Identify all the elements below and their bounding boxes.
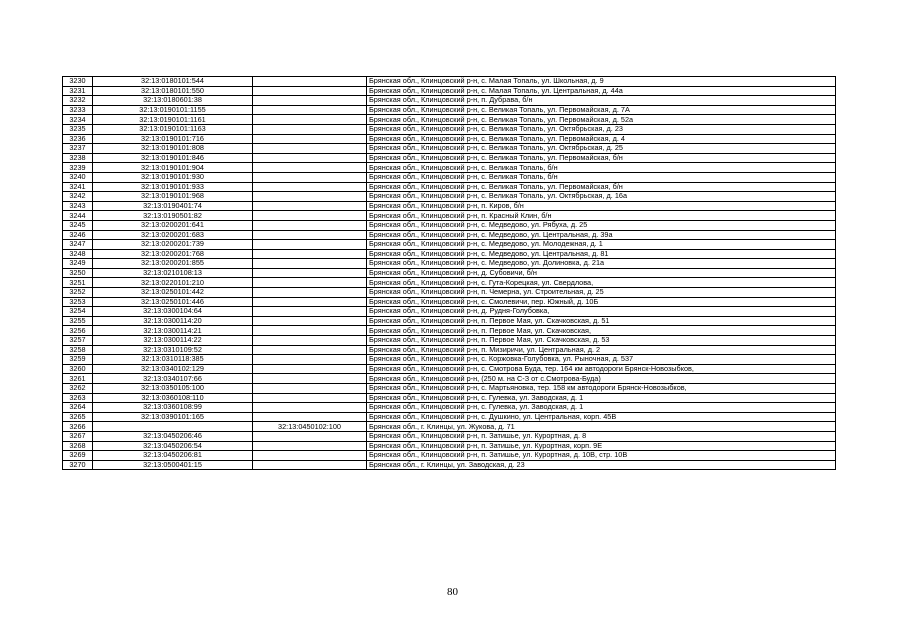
cadastral-number-cell: 32:13:0190101:968 xyxy=(93,192,253,202)
row-number-cell: 3249 xyxy=(63,259,93,269)
table-row xyxy=(63,307,836,317)
table-row xyxy=(63,364,836,374)
cadastral-number-alt-cell xyxy=(253,345,367,355)
row-number-cell: 3241 xyxy=(63,182,93,192)
row-number-cell: 3239 xyxy=(63,163,93,173)
cadastral-number-alt-cell xyxy=(253,172,367,182)
row-number-cell: 3251 xyxy=(63,278,93,288)
cadastral-number-cell: 32:13:0190101:930 xyxy=(93,172,253,182)
address-cell: Брянская обл., г. Клинцы, ул. Жукова, д. 71 xyxy=(367,422,836,432)
cadastral-number-cell: 32:13:0200201:768 xyxy=(93,249,253,259)
table-row xyxy=(63,297,836,307)
table-row xyxy=(63,336,836,346)
row-number-cell: 3252 xyxy=(63,288,93,298)
document-page xyxy=(62,76,836,470)
table-row xyxy=(63,201,836,211)
table-row xyxy=(63,134,836,144)
cadastral-number-alt-cell xyxy=(253,431,367,441)
cadastral-number-cell: 32:13:0190101:933 xyxy=(93,182,253,192)
cadastral-number-alt-cell xyxy=(253,355,367,365)
row-number-cell: 3248 xyxy=(63,249,93,259)
row-number-cell: 3232 xyxy=(63,96,93,106)
cadastral-number-cell: 32:13:0180601:38 xyxy=(93,96,253,106)
cadastral-number-cell: 32:13:0210108:13 xyxy=(93,268,253,278)
cadastral-number-cell: 32:13:0190501:82 xyxy=(93,211,253,221)
cadastral-number-alt-cell xyxy=(253,182,367,192)
table-row xyxy=(63,451,836,461)
cadastral-number-alt-cell xyxy=(253,240,367,250)
cadastral-number-cell: 32:13:0390101:165 xyxy=(93,412,253,422)
table-row xyxy=(63,144,836,154)
cadastral-number-cell: 32:13:0180101:544 xyxy=(93,77,253,87)
cadastral-number-alt-cell xyxy=(253,230,367,240)
table-row xyxy=(63,374,836,384)
row-number-cell: 3253 xyxy=(63,297,93,307)
cadastral-number-alt-cell xyxy=(253,364,367,374)
row-number-cell: 3233 xyxy=(63,105,93,115)
table-row xyxy=(63,192,836,202)
row-number-cell: 3237 xyxy=(63,144,93,154)
cadastral-number-cell: 32:13:0360108:110 xyxy=(93,393,253,403)
address-cell: Брянская обл., Клинцовский р-н, с. Гулевка, ул. Заводская, д. 1 xyxy=(367,393,836,403)
table-row xyxy=(63,220,836,230)
cadastral-number-cell: 32:13:0190101:716 xyxy=(93,134,253,144)
row-number-cell: 3243 xyxy=(63,201,93,211)
address-cell: Брянская обл., Клинцовский р-н, п. Красный Клин, б/н xyxy=(367,211,836,221)
cadastral-number-cell: 32:13:0190401:74 xyxy=(93,201,253,211)
cadastral-number-alt-cell xyxy=(253,460,367,470)
table-row xyxy=(63,172,836,182)
address-cell: Брянская обл., Клинцовский р-н, п. Затишье, ул. Курортная, д. 10В, стр. 10В xyxy=(367,451,836,461)
address-cell: Брянская обл., Клинцовский р-н, с. Медведово, ул. Рябуха, д. 25 xyxy=(367,220,836,230)
row-number-cell: 3268 xyxy=(63,441,93,451)
cadastral-number-alt-cell xyxy=(253,336,367,346)
cadastral-number-alt-cell xyxy=(253,201,367,211)
address-cell: Брянская обл., Клинцовский р-н, с. Гулевка, ул. Заводская, д. 1 xyxy=(367,403,836,413)
address-cell: Брянская обл., Клинцовский р-н, с. Великая Топаль, ул. Первомайская, д. 52а xyxy=(367,115,836,125)
row-number-cell: 3266 xyxy=(63,422,93,432)
table-row xyxy=(63,288,836,298)
cadastral-number-cell: 32:13:0310118:385 xyxy=(93,355,253,365)
cadastral-number-cell: 32:13:0300114:21 xyxy=(93,326,253,336)
cadastral-number-cell: 32:13:0450206:81 xyxy=(93,451,253,461)
cadastral-number-alt-cell xyxy=(253,124,367,134)
address-cell: Брянская обл., Клинцовский р-н, с. Мартьяновка, тер. 158 км автодороги Брянск-Новозыбков, xyxy=(367,384,836,394)
cadastral-number-cell: 32:13:0350105:100 xyxy=(93,384,253,394)
address-cell: Брянская обл., Клинцовский р-н, с. Малая Топаль, ул. Центральная, д. 44а xyxy=(367,86,836,96)
register-table xyxy=(62,76,836,470)
row-number-cell: 3260 xyxy=(63,364,93,374)
cadastral-number-alt-cell xyxy=(253,115,367,125)
cadastral-number-cell: 32:13:0190101:904 xyxy=(93,163,253,173)
address-cell: Брянская обл., Клинцовский р-н, (250 м. на С-З от с.Смотрова-Буда) xyxy=(367,374,836,384)
cadastral-number-cell: 32:13:0250101:442 xyxy=(93,288,253,298)
page-number: 80 xyxy=(447,586,458,598)
row-number-cell: 3257 xyxy=(63,336,93,346)
cadastral-number-alt-cell xyxy=(253,403,367,413)
cadastral-number-cell: 32:13:0180101:550 xyxy=(93,86,253,96)
table-row xyxy=(63,460,836,470)
row-number-cell: 3234 xyxy=(63,115,93,125)
row-number-cell: 3230 xyxy=(63,77,93,87)
cadastral-number-cell: 32:13:0340107:66 xyxy=(93,374,253,384)
address-cell: Брянская обл., Клинцовский р-н, д. Рудня-Голубовка, xyxy=(367,307,836,317)
cadastral-number-cell: 32:13:0200201:641 xyxy=(93,220,253,230)
address-cell: Брянская обл., Клинцовский р-н, с. Малая Топаль, ул. Школьная, д. 9 xyxy=(367,77,836,87)
row-number-cell: 3261 xyxy=(63,374,93,384)
address-cell: Брянская обл., Клинцовский р-н, п. Киров, б/н xyxy=(367,201,836,211)
cadastral-number-cell: 32:13:0200201:739 xyxy=(93,240,253,250)
address-cell: Брянская обл., Клинцовский р-н, с. Великая Топаль, ул. Первомайская, д. 4 xyxy=(367,134,836,144)
cadastral-number-cell: 32:13:0450206:54 xyxy=(93,441,253,451)
table-row xyxy=(63,431,836,441)
row-number-cell: 3246 xyxy=(63,230,93,240)
cadastral-number-alt-cell xyxy=(253,105,367,115)
cadastral-number-alt-cell xyxy=(253,153,367,163)
table-row xyxy=(63,412,836,422)
cadastral-number-cell: 32:13:0300114:22 xyxy=(93,336,253,346)
cadastral-number-cell: 32:13:0450206:46 xyxy=(93,431,253,441)
cadastral-number-cell: 32:13:0310109:52 xyxy=(93,345,253,355)
cadastral-number-alt-cell xyxy=(253,412,367,422)
table-row xyxy=(63,115,836,125)
address-cell: Брянская обл., Клинцовский р-н, с. Медведово, ул. Долиновка, д. 21а xyxy=(367,259,836,269)
cadastral-number-alt-cell xyxy=(253,297,367,307)
cadastral-number-cell: 32:13:0200201:683 xyxy=(93,230,253,240)
address-cell: Брянская обл., Клинцовский р-н, п. Затишье, ул. Курортная, д. 8 xyxy=(367,431,836,441)
address-cell: Брянская обл., Клинцовский р-н, с. Великая Топаль, б/н xyxy=(367,172,836,182)
row-number-cell: 3267 xyxy=(63,431,93,441)
cadastral-number-alt-cell xyxy=(253,393,367,403)
address-cell: Брянская обл., Клинцовский р-н, п. Затишье, ул. Курортная, корп. 9Е xyxy=(367,441,836,451)
table-row xyxy=(63,278,836,288)
cadastral-number-cell: 32:13:0340102:129 xyxy=(93,364,253,374)
cadastral-number-cell: 32:13:0200201:855 xyxy=(93,259,253,269)
address-cell: Брянская обл., Клинцовский р-н, с. Великая Топаль, ул. Первомайская, б/н xyxy=(367,153,836,163)
cadastral-number-alt-cell xyxy=(253,307,367,317)
table-row xyxy=(63,77,836,87)
row-number-cell: 3236 xyxy=(63,134,93,144)
address-cell: Брянская обл., Клинцовский р-н, с. Гута-Корецкая, ул. Свердлова, xyxy=(367,278,836,288)
address-cell: Брянская обл., Клинцовский р-н, с. Великая Топаль, б/н xyxy=(367,163,836,173)
cadastral-number-alt-cell xyxy=(253,441,367,451)
cadastral-number-cell: 32:13:0250101:446 xyxy=(93,297,253,307)
row-number-cell: 3263 xyxy=(63,393,93,403)
cadastral-number-alt-cell xyxy=(253,77,367,87)
row-number-cell: 3265 xyxy=(63,412,93,422)
address-cell: Брянская обл., Клинцовский р-н, с. Великая Топаль, ул. Октябрьская, д. 23 xyxy=(367,124,836,134)
row-number-cell: 3242 xyxy=(63,192,93,202)
address-cell: Брянская обл., Клинцовский р-н, п. Первое Мая, ул. Скачковская, д. 53 xyxy=(367,336,836,346)
address-cell: Брянская обл., Клинцовский р-н, с. Медведово, ул. Центральная, д. 39а xyxy=(367,230,836,240)
cadastral-number-alt-cell xyxy=(253,220,367,230)
cadastral-number-alt-cell xyxy=(253,374,367,384)
cadastral-number-alt-cell xyxy=(253,451,367,461)
address-cell: Брянская обл., Клинцовский р-н, с. Великая Топаль, ул. Первомайская, б/н xyxy=(367,182,836,192)
address-cell: Брянская обл., Клинцовский р-н, с. Душкино, ул. Центральная, корп. 45В xyxy=(367,412,836,422)
table-row xyxy=(63,259,836,269)
cadastral-number-cell: 32:13:0300104:64 xyxy=(93,307,253,317)
cadastral-number-cell: 32:13:0190101:846 xyxy=(93,153,253,163)
address-cell: Брянская обл., Клинцовский р-н, с. Смотрова Буда, тер. 164 км автодороги Брянск-Новозыбков, xyxy=(367,364,836,374)
cadastral-number-cell: 32:13:0360108:99 xyxy=(93,403,253,413)
cadastral-number-alt-cell xyxy=(253,268,367,278)
register-table-body xyxy=(63,77,836,470)
table-row xyxy=(63,384,836,394)
cadastral-number-alt-cell xyxy=(253,259,367,269)
row-number-cell: 3250 xyxy=(63,268,93,278)
cadastral-number-alt-cell xyxy=(253,163,367,173)
cadastral-number-alt-cell: 32:13:0450102:100 xyxy=(253,422,367,432)
row-number-cell: 3235 xyxy=(63,124,93,134)
cadastral-number-alt-cell xyxy=(253,384,367,394)
row-number-cell: 3270 xyxy=(63,460,93,470)
row-number-cell: 3255 xyxy=(63,316,93,326)
address-cell: Брянская обл., Клинцовский р-н, с. Великая Топаль, ул. Октябрьская, д. 16а xyxy=(367,192,836,202)
cadastral-number-cell: 32:13:0190101:808 xyxy=(93,144,253,154)
address-cell: Брянская обл., Клинцовский р-н, п. Дубрава, б/н xyxy=(367,96,836,106)
cadastral-number-alt-cell xyxy=(253,316,367,326)
row-number-cell: 3238 xyxy=(63,153,93,163)
row-number-cell: 3259 xyxy=(63,355,93,365)
address-cell: Брянская обл., Клинцовский р-н, с. Смолевичи, пер. Южный, д. 10Б xyxy=(367,297,836,307)
cadastral-number-cell: 32:13:0190101:1155 xyxy=(93,105,253,115)
address-cell: Брянская обл., Клинцовский р-н, с. Коржовка-Голубовка, ул. Рыночная, д. 537 xyxy=(367,355,836,365)
table-row xyxy=(63,211,836,221)
cadastral-number-alt-cell xyxy=(253,144,367,154)
cadastral-number-alt-cell xyxy=(253,249,367,259)
cadastral-number-alt-cell xyxy=(253,96,367,106)
cadastral-number-cell: 32:13:0500401:15 xyxy=(93,460,253,470)
cadastral-number-alt-cell xyxy=(253,211,367,221)
row-number-cell: 3269 xyxy=(63,451,93,461)
cadastral-number-alt-cell xyxy=(253,192,367,202)
row-number-cell: 3247 xyxy=(63,240,93,250)
address-cell: Брянская обл., Клинцовский р-н, с. Медведово, ул. Молодежная, д. 1 xyxy=(367,240,836,250)
table-row xyxy=(63,326,836,336)
cadastral-number-alt-cell xyxy=(253,86,367,96)
table-row xyxy=(63,153,836,163)
table-row xyxy=(63,355,836,365)
address-cell: Брянская обл., Клинцовский р-н, п. Первое Мая, ул. Скачковская, xyxy=(367,326,836,336)
address-cell: Брянская обл., Клинцовский р-н, п. Чемерна, ул. Строительная, д. 25 xyxy=(367,288,836,298)
table-row xyxy=(63,268,836,278)
table-row xyxy=(63,163,836,173)
address-cell: Брянская обл., Клинцовский р-н, с. Медведово, ул. Центральная, д. 81 xyxy=(367,249,836,259)
cadastral-number-cell: 32:13:0300114:20 xyxy=(93,316,253,326)
cadastral-number-cell: 32:13:0190101:1163 xyxy=(93,124,253,134)
row-number-cell: 3262 xyxy=(63,384,93,394)
cadastral-number-cell xyxy=(93,422,253,432)
table-row xyxy=(63,124,836,134)
table-row xyxy=(63,96,836,106)
address-cell: Брянская обл., г. Клинцы, ул. Заводская, д. 23 xyxy=(367,460,836,470)
cadastral-number-cell: 32:13:0220101:210 xyxy=(93,278,253,288)
table-row xyxy=(63,240,836,250)
address-cell: Брянская обл., Клинцовский р-н, п. Мизиричи, ул. Центральная, д. 2 xyxy=(367,345,836,355)
table-row xyxy=(63,441,836,451)
table-row xyxy=(63,230,836,240)
table-row xyxy=(63,182,836,192)
row-number-cell: 3256 xyxy=(63,326,93,336)
row-number-cell: 3244 xyxy=(63,211,93,221)
row-number-cell: 3231 xyxy=(63,86,93,96)
address-cell: Брянская обл., Клинцовский р-н, с. Великая Топаль, ул. Октябрьская, д. 25 xyxy=(367,144,836,154)
cadastral-number-cell: 32:13:0190101:1161 xyxy=(93,115,253,125)
table-row xyxy=(63,345,836,355)
address-cell: Брянская обл., Клинцовский р-н, с. Великая Топаль, ул. Первомайская, д. 7А xyxy=(367,105,836,115)
row-number-cell: 3258 xyxy=(63,345,93,355)
row-number-cell: 3264 xyxy=(63,403,93,413)
row-number-cell: 3254 xyxy=(63,307,93,317)
row-number-cell: 3245 xyxy=(63,220,93,230)
cadastral-number-alt-cell xyxy=(253,134,367,144)
table-row xyxy=(63,249,836,259)
table-row xyxy=(63,393,836,403)
table-row xyxy=(63,403,836,413)
address-cell: Брянская обл., Клинцовский р-н, п. Первое Мая, ул. Скачковская, д. 51 xyxy=(367,316,836,326)
address-cell: Брянская обл., Клинцовский р-н, д. Субовичи, б/н xyxy=(367,268,836,278)
cadastral-number-alt-cell xyxy=(253,288,367,298)
cadastral-number-alt-cell xyxy=(253,326,367,336)
cadastral-number-alt-cell xyxy=(253,278,367,288)
row-number-cell: 3240 xyxy=(63,172,93,182)
table-row xyxy=(63,316,836,326)
table-row xyxy=(63,105,836,115)
table-row xyxy=(63,422,836,432)
table-row xyxy=(63,86,836,96)
